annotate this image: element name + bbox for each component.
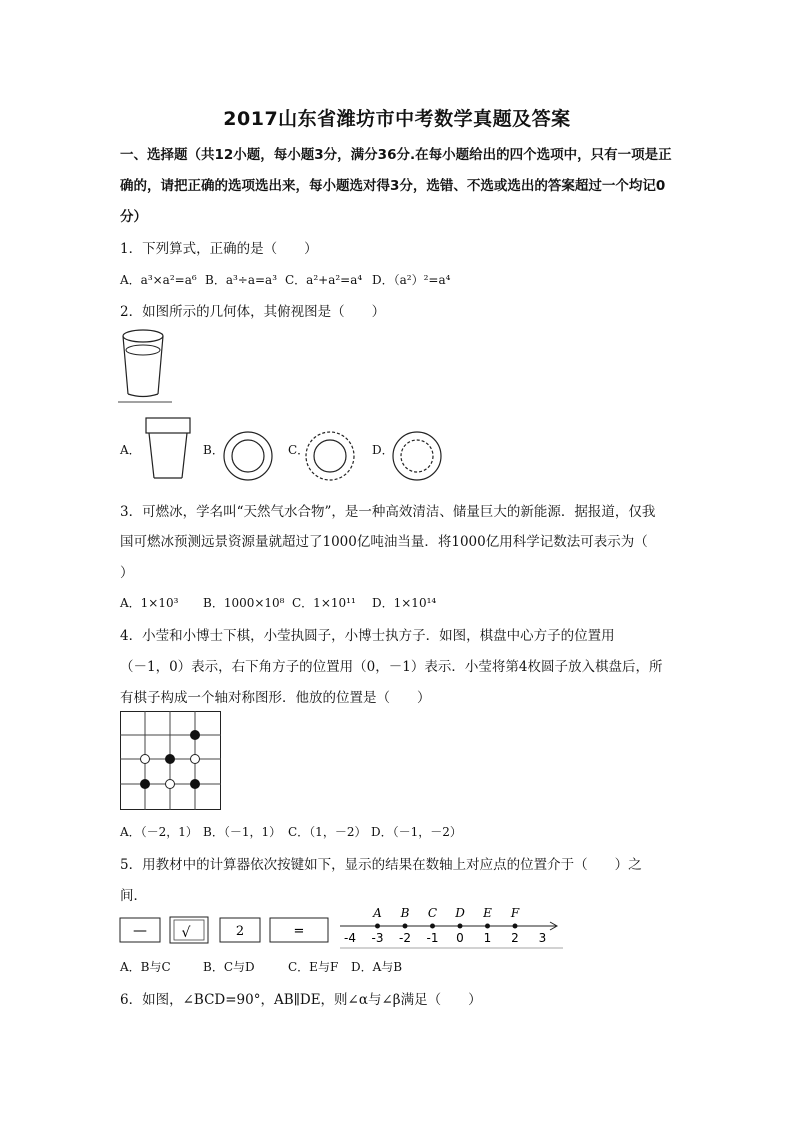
point-a-label: A bbox=[373, 906, 382, 920]
calculator-keys bbox=[118, 915, 333, 947]
q2-label-b: B． bbox=[203, 443, 224, 457]
tick-label: -2 bbox=[399, 931, 411, 945]
tick-label: 1 bbox=[483, 931, 492, 945]
q3-line-1: 3．可燃冰，学名叫“天然气水合物”，是一种高效清洁、储量巨大的新能源．据报道，仅我 bbox=[120, 504, 656, 520]
q5-option-b: B．C与D bbox=[203, 960, 255, 974]
q2-option-c-figure bbox=[302, 428, 358, 484]
q2-label-a: A． bbox=[120, 443, 141, 457]
q3-option-b: B．1000×10⁸ bbox=[203, 596, 285, 610]
minus-key-label: — bbox=[133, 923, 147, 939]
point-d-dot bbox=[458, 924, 463, 929]
q4-line-1: 4．小莹和小博士下棋，小莹执圆子，小博士执方子．如图，棋盘中心方子的位置用 bbox=[120, 628, 615, 644]
tick-label: -3 bbox=[371, 931, 384, 945]
point-d-label: D bbox=[455, 906, 465, 920]
square-piece bbox=[165, 754, 175, 764]
sqrt-key-label: √ bbox=[181, 925, 191, 941]
point-c-dot bbox=[430, 924, 435, 929]
q4-option-c: C．（1，－2） bbox=[288, 825, 367, 839]
q5-option-a: A．B与C bbox=[120, 960, 171, 974]
round-piece bbox=[141, 755, 150, 764]
q4-line-2: （－1，0）表示，右下角方子的位置用（0，－1）表示．小莹将第4枚圆子放入棋盘后，所 bbox=[120, 659, 663, 675]
q1-option-c: C．a²+a²=a⁴ bbox=[285, 273, 363, 287]
tick-label: -1 bbox=[426, 931, 439, 945]
q1-option-b: B．a³÷a=a³ bbox=[205, 273, 278, 287]
q6-stem: 6．如图，∠BCD=90°，AB∥DE，则∠α与∠β满足（ ） bbox=[120, 992, 482, 1008]
square-piece bbox=[190, 779, 200, 789]
q4-line-3: 有棋子构成一个轴对称图形．他放的位置是（ ） bbox=[120, 690, 431, 706]
chessboard-figure bbox=[120, 711, 222, 811]
section-heading: 一、选择题（共12小题，每小题3分，满分36分.在每小题给出的四个选项中，只有一项是正确的，请把正确的选项选出来，每小题选对得3分，选错、不选或选出的答案超过一个均记0分） bbox=[120, 147, 672, 225]
point-f-dot bbox=[513, 924, 518, 929]
point-b-dot bbox=[403, 924, 408, 929]
cup-solid-figure bbox=[118, 328, 174, 404]
q1-option-a: A．a³×a²=a⁶ bbox=[120, 273, 197, 287]
two-key-label: 2 bbox=[235, 924, 245, 939]
q4-option-d: D．（－1，－2） bbox=[371, 825, 462, 839]
q5-option-c: C．E与F bbox=[288, 960, 339, 974]
q1-stem: 1．下列算式，正确的是（ ） bbox=[120, 241, 318, 257]
q3-option-c: C．1×10¹¹ bbox=[292, 596, 356, 610]
q2-stem: 2．如图所示的几何体，其俯视图是（ ） bbox=[120, 304, 386, 320]
point-e-dot bbox=[485, 924, 490, 929]
point-f-label: F bbox=[510, 906, 520, 920]
number-line bbox=[338, 905, 563, 950]
q5-line-1: 5．用教材中的计算器依次按键如下，显示的结果在数轴上对应点的位置介于（ ）之 bbox=[120, 857, 642, 873]
point-a-dot bbox=[375, 924, 380, 929]
tick-label: 3 bbox=[538, 931, 547, 945]
round-piece bbox=[191, 755, 200, 764]
q4-option-b: B．（－1，1） bbox=[203, 825, 282, 839]
q3-option-a: A．1×10³ bbox=[120, 596, 179, 610]
q5-option-d: D．A与B bbox=[351, 960, 403, 974]
point-b-label: B bbox=[400, 906, 410, 920]
q4-option-a: A．（－2，1） bbox=[120, 825, 198, 839]
q3-option-d: D．1×10¹⁴ bbox=[372, 596, 437, 610]
q2-label-c: C． bbox=[288, 443, 310, 457]
square-piece bbox=[190, 730, 200, 740]
q2-option-b-figure bbox=[220, 428, 276, 484]
q2-label-d: D． bbox=[372, 443, 394, 457]
q3-line-3: ） bbox=[120, 565, 134, 581]
equals-key-label: = bbox=[293, 924, 305, 939]
tick-label: -4 bbox=[344, 931, 356, 945]
q2-option-a-figure bbox=[140, 416, 196, 482]
round-piece bbox=[166, 780, 175, 789]
q5-line-2: 间． bbox=[120, 888, 147, 904]
q3-line-2: 国可燃冰预测远景资源量就超过了1000亿吨油当量．将1000亿用科学记数法可表示为（ bbox=[120, 534, 648, 550]
tick-label: 2 bbox=[511, 931, 519, 945]
q2-option-d-figure bbox=[389, 428, 445, 484]
point-e-label: E bbox=[483, 906, 492, 920]
page-title: 2017山东省潍坊市中考数学真题及答案 bbox=[223, 108, 571, 130]
tick-label: 0 bbox=[456, 931, 464, 945]
point-c-label: C bbox=[427, 906, 438, 920]
q1-option-d: D．（a²）²=a⁴ bbox=[372, 273, 451, 287]
square-piece bbox=[140, 779, 150, 789]
